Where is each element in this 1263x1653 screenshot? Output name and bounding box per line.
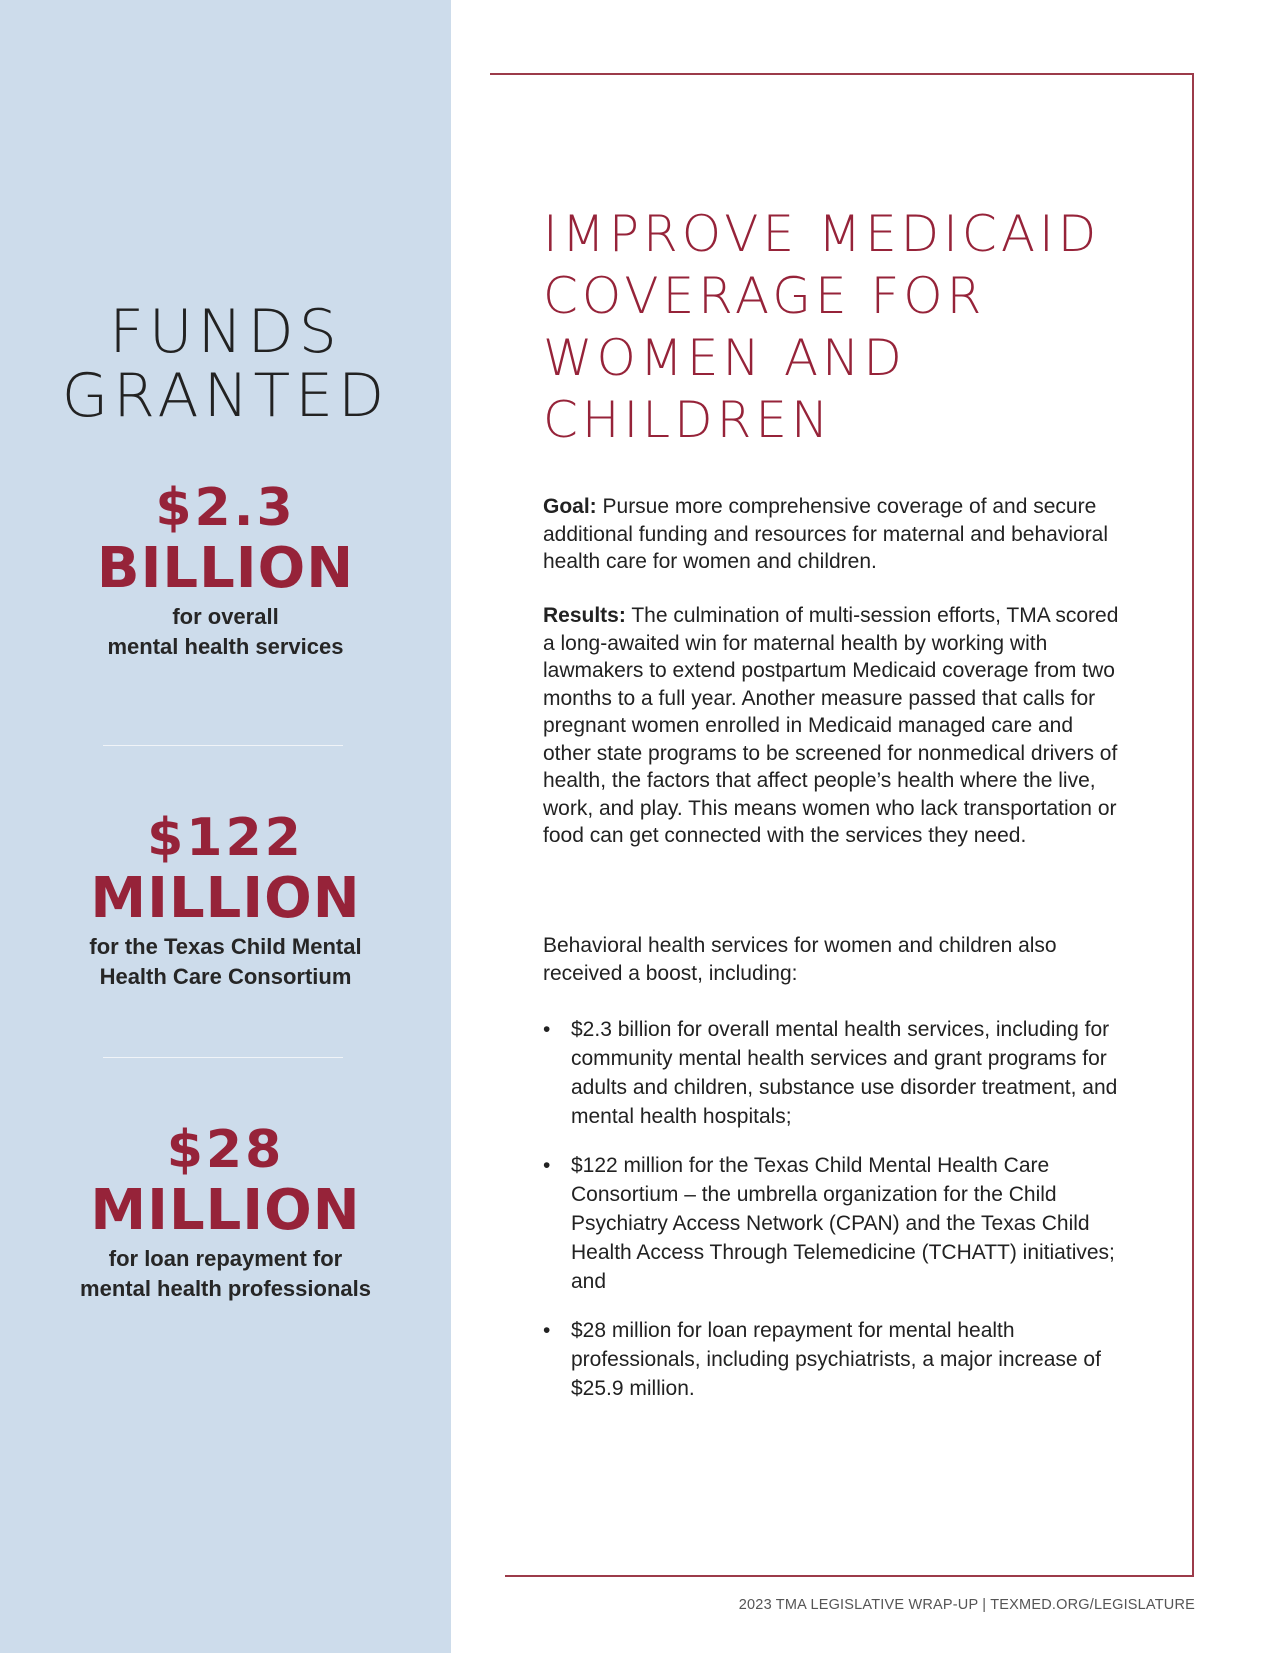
title-line-2: COVERAGE FOR — [543, 267, 986, 325]
stat-unit: MILLION — [90, 866, 361, 931]
funds-granted-heading — [0, 297, 451, 431]
goal-paragraph — [543, 493, 1123, 576]
funds-heading-line-1: FUNDS — [109, 297, 342, 367]
stat-description — [0, 932, 451, 992]
stat-loan-repayment — [0, 1120, 451, 1304]
title-line-4: CHILDREN — [543, 391, 833, 449]
bullet-dot-icon: • — [543, 1018, 551, 1041]
results-paragraph — [543, 602, 1123, 850]
page-footer: 2023 TMA LEGISLATIVE WRAP-UP | TEXMED.ORG/LEGISLATURE — [738, 1597, 1195, 1613]
title-line-1: IMPROVE MEDICAID — [543, 205, 1101, 263]
funds-sidebar — [0, 0, 451, 1653]
stat-description-line-2: mental health services — [107, 634, 344, 659]
frame-border-top — [490, 73, 1194, 75]
funds-heading-line-2: GRANTED — [61, 361, 390, 431]
page-title — [543, 203, 1143, 451]
frame-border-bottom — [505, 1575, 1194, 1577]
goal-text: Pursue more comprehensive coverage of and secure additional funding and resources for maternal and behavioral health care for women and children. — [543, 495, 1109, 573]
stat-unit: MILLION — [90, 1178, 361, 1243]
stat-description-line-1: for the Texas Child Mental — [89, 934, 362, 959]
stat-amount: $28 — [166, 1120, 285, 1180]
goal-label: Goal: — [543, 495, 597, 518]
bullet-dot-icon: • — [543, 1319, 551, 1342]
stat-description — [0, 602, 451, 662]
stat-description-line-2: Health Care Consortium — [99, 964, 352, 989]
stat-description-line-1: for loan repayment for — [108, 1246, 343, 1271]
bullet-dot-icon: • — [543, 1154, 551, 1177]
stat-description — [0, 1244, 451, 1304]
list-item — [543, 1316, 1123, 1403]
list-item-text: $122 million for the Texas Child Mental Health Care Consortium – the umbrella organization for the Child Psychiatry Access Network (CPAN) and the Texas Child Health Access Through Telemedicine (TCHATT) initiatives; and — [571, 1154, 1115, 1293]
stat-amount: $2.3 — [155, 478, 296, 538]
behavioral-intro-paragraph: Behavioral health services for women and children also received a boost, including: — [543, 934, 1057, 985]
stat-description-line-1: for overall — [172, 604, 279, 629]
list-item — [543, 1151, 1123, 1296]
stat-amount: $122 — [147, 808, 304, 868]
stat-description-line-2: mental health professionals — [80, 1276, 371, 1301]
stat-child-mental-health-consortium — [0, 808, 451, 992]
funding-bullet-list — [543, 1015, 1123, 1423]
list-item-text: $2.3 billion for overall mental health services, including for community mental health services and grant programs for adults and children, substance use disorder treatment, and mental health hospitals; — [571, 1018, 1118, 1128]
stat-divider — [103, 745, 343, 746]
stat-unit: BILLION — [96, 536, 355, 601]
frame-border-right — [1192, 73, 1194, 1577]
results-text: The culmination of multi-session efforts, TMA scored a long-awaited win for maternal health by working with lawmakers to extend postpartum Medicaid coverage from two months to a full year. Another measure passed that calls for pregnant women enrolled in Medicaid managed care and other state programs to be screened for nonmedical drivers of health, the factors that affect people’s health where the live, work, and play. This means women who lack transportation or food can get connected with the services they need. — [543, 604, 1119, 847]
results-label: Results: — [543, 604, 626, 627]
stat-divider — [103, 1057, 343, 1058]
list-item — [543, 1015, 1123, 1131]
stat-mental-health-services — [0, 478, 451, 662]
title-line-3: WOMEN AND — [543, 329, 906, 387]
list-item-text: $28 million for loan repayment for mental health professionals, including psychiatrists, a major increase of $25.9 million. — [571, 1319, 1101, 1400]
